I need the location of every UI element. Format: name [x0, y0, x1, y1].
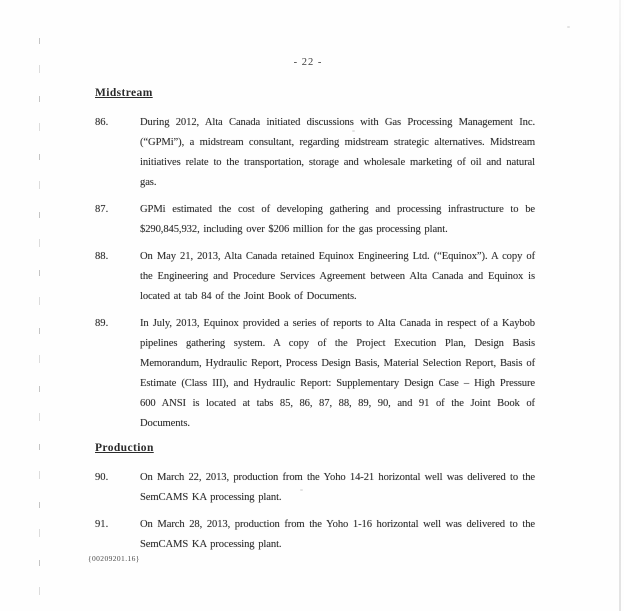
paragraph-number: 86.	[95, 117, 109, 128]
paragraph-text: On March 22, 2013, production from the Yoho 14-21 horizontal well was delivered to the SemCAMS KA processing plant.	[140, 472, 535, 503]
scan-speckle	[567, 26, 570, 28]
paragraph-91	[95, 515, 535, 555]
paragraph-text: In July, 2013, Equinox provided a series of reports to Alta Canada in respect of a Kaybob pipelines gathering system. A copy of the Project Execution Plan, Design Basis Memorandum, Hydraulic Report, Process Design Basis, Material Selection Report, Basis of Estimate (Class III), and Hydraulic Report: Supplementary Design Case – High Pressure 600 ANSI is located at tabs 85, 86, 87, 88, 89, 90, and 91 of the Joint Book of Documents.	[140, 318, 535, 429]
paragraph-text: On March 28, 2013, production from the Yoho 1-16 horizontal well was delivered to the SemCAMS KA processing plant.	[140, 519, 535, 550]
paragraph-88	[95, 247, 535, 307]
paragraph-text: On May 21, 2013, Alta Canada retained Equinox Engineering Ltd. (“Equinox”). A copy of the Engineering and Procedure Services Agreement between Alta Canada and Equinox is located at tab 84 of the Joint Book of Documents.	[140, 251, 535, 302]
paragraph-text: During 2012, Alta Canada initiated discussions with Gas Processing Management Inc. (“GPMi”), a midstream consultant, regarding midstream strategic alternatives. Midstream initiatives relate to the transportation, storage and wholesale marketing of oil and natural gas.	[140, 117, 535, 188]
paragraph-number: 89.	[95, 318, 109, 329]
paragraph-86	[95, 113, 535, 193]
paragraph-number: 87.	[95, 204, 109, 215]
paragraph-text: GPMi estimated the cost of developing gathering and processing infrastructure to be $290,845,932, including over $206 million for the gas processing plant.	[140, 204, 535, 235]
section-heading-midstream: Midstream	[95, 87, 153, 99]
document-control-number: {00209201.16}	[88, 554, 140, 563]
page-number: - 22 -	[293, 57, 323, 68]
paragraph-90	[95, 468, 535, 508]
section-heading-production: Production	[95, 442, 154, 454]
scan-artifact-left-dashed-line	[39, 38, 40, 596]
scan-artifact-right-edge-line	[619, 0, 621, 611]
paragraph-89	[95, 314, 535, 434]
paragraph-number: 88.	[95, 251, 109, 262]
paragraph-87	[95, 200, 535, 240]
document-body	[95, 86, 535, 562]
paragraph-number: 90.	[95, 472, 109, 483]
paragraph-number: 91.	[95, 519, 109, 530]
